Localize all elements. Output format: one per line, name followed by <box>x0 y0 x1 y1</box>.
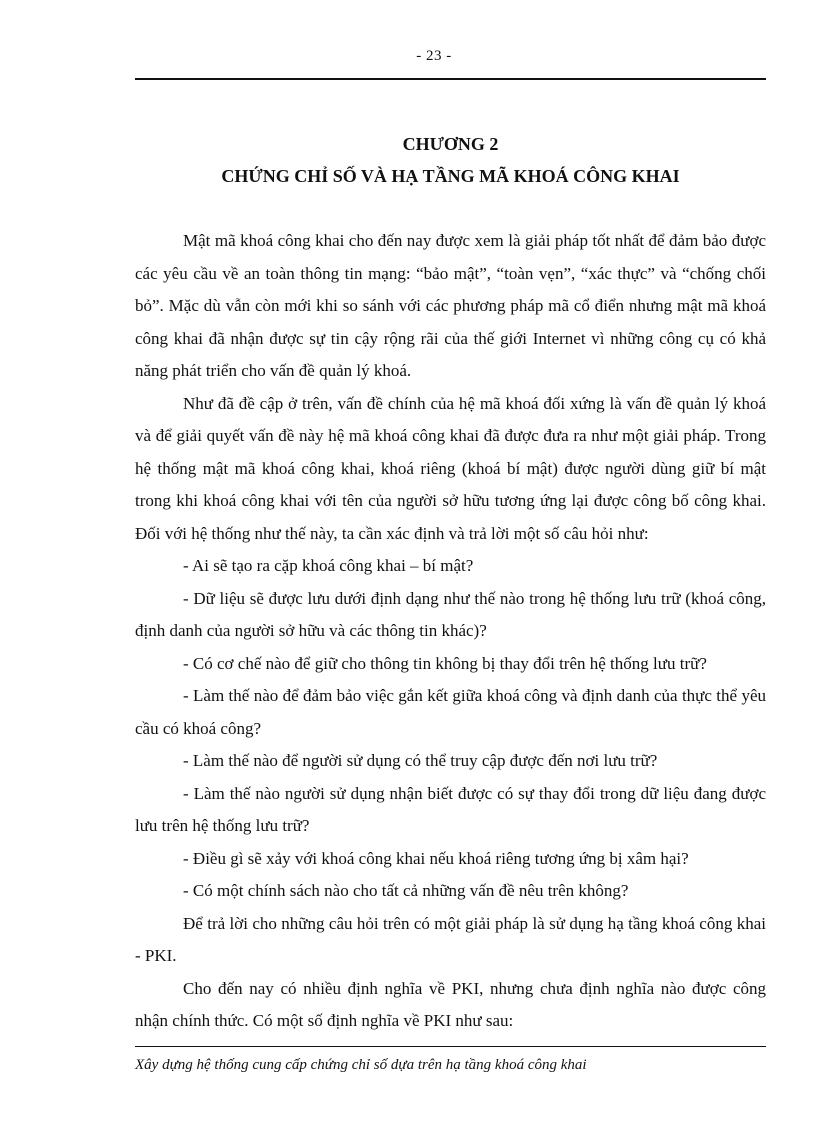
footer-divider <box>135 1046 766 1047</box>
paragraph-pki-definitions: Cho đến nay có nhiều định nghĩa về PKI, nhưng chưa định nghĩa nào được công nhận chính thức. Có một số định nghĩa về PKI như sau: <box>135 978 766 1030</box>
page-number: - 23 - <box>416 48 452 64</box>
chapter-title: CHỨNG CHỈ SỐ VÀ HẠ TẦNG MÃ KHOÁ CÔNG KHAI <box>221 166 680 186</box>
question-item: - Dữ liệu sẽ được lưu dưới định dạng như thế nào trong hệ thống lưu trữ (khoá công, định danh của người sở hữu và các thông tin khác)? <box>135 588 766 640</box>
body-text <box>135 225 766 1038</box>
question-item: - Ai sẽ tạo ra cặp khoá công khai – bí mật? <box>183 556 474 575</box>
paragraph-intro: Mật mã khoá công khai cho đến nay được xem là giải pháp tốt nhất để đảm bảo được các yêu cầu về an toàn thông tin mạng: “bảo mật”, “toàn vẹn”, “xác thực” và “chống chối bỏ”. Mặc dù vẫn còn mới khi so sánh với các phương pháp mã cổ điển nhưng mật mã khoá công khai đã nhận được sự tin cậy rộng rãi của thế giới Internet vì những công cụ có khả năng phát triển cho vấn đề quản lý khoá. <box>135 231 766 380</box>
question-item: - Có cơ chế nào để giữ cho thông tin không bị thay đổi trên hệ thống lưu trữ? <box>183 653 707 673</box>
paragraph-key-management: Như đã đề cập ở trên, vấn đề chính của hệ mã khoá đối xứng là vấn đề quản lý khoá và để giải quyết vấn đề này hệ mã khoá công khai đã được đưa ra như một giải pháp. Trong hệ thống mật mã khoá công khai, khoá riêng (khoá bí mật) được người dùng giữ bí mật trong khi khoá công khai với tên của người sở hữu tương ứng lại được công bố công khai. Đối với hệ thống như thế này, ta cần xác định và trả lời một số câu hỏi như: <box>135 393 766 543</box>
footer-title: Xây dựng hệ thống cung cấp chứng chỉ số dựa trên hạ tầng khoá công khai <box>135 1057 587 1073</box>
question-item: - Điều gì sẽ xảy với khoá công khai nếu khoá riêng tương ứng bị xâm hại? <box>183 848 689 868</box>
question-item: - Có một chính sách nào cho tất cả những vấn đề nêu trên không? <box>183 881 629 900</box>
question-item: - Làm thế nào để người sử dụng có thể truy cập được đến nơi lưu trữ? <box>183 751 658 770</box>
paragraph-pki-solution: Để trả lời cho những câu hỏi trên có một giải pháp là sử dụng hạ tầng khoá công khai - PKI. <box>135 913 766 965</box>
question-item: - Làm thế nào người sử dụng nhận biết được có sự thay đổi trong dữ liệu đang được lưu trên hệ thống lưu trữ? <box>135 783 766 835</box>
header-divider <box>135 78 766 80</box>
chapter-label: CHƯƠNG 2 <box>402 134 499 154</box>
question-item: - Làm thế nào để đảm bảo việc gắn kết giữa khoá công và định danh của thực thể yêu cầu có khoá công? <box>135 686 766 738</box>
